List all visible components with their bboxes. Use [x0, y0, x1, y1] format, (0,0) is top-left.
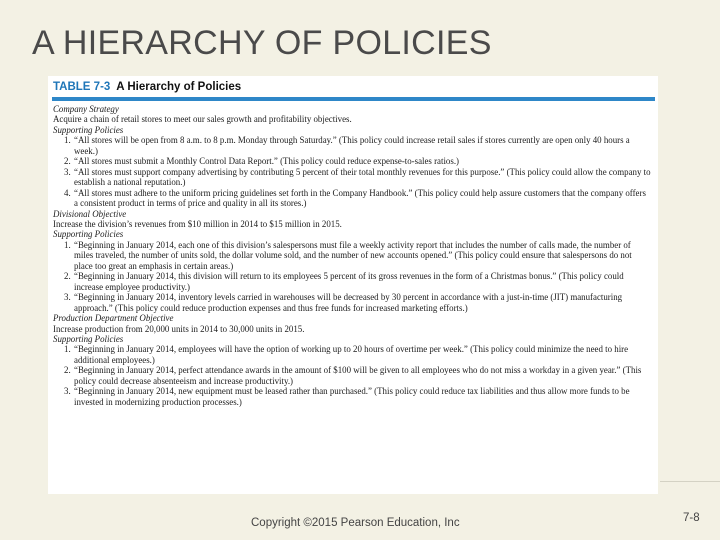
- production-objective-text: Increase production from 20,000 units in 2014 to 30,000 units in 2015.: [53, 323, 305, 334]
- table-header-rule: [52, 97, 655, 101]
- divisional-objective-label: Divisional Objective: [53, 208, 127, 219]
- policy-text: “Beginning in January 2014, employees will have the option of working up to 20 hours of overtime per week.” (This policy could minimize the need to hire additional employees.): [74, 344, 629, 365]
- policy-text: “Beginning in January 2014, this division will return to its employees 5 percent of its gross revenues in the form of a Christmas bonus.” (This policy could increase employee productivity.): [74, 271, 624, 292]
- policy-item: [53, 156, 652, 166]
- table-title: A Hierarchy of Policies: [116, 81, 242, 93]
- table-panel: [48, 76, 658, 494]
- policy-item: [53, 188, 652, 209]
- policy-number: 1.: [64, 344, 71, 355]
- policy-item: [53, 365, 652, 386]
- page-number: 7-8: [683, 512, 700, 524]
- supporting-policies-label: Supporting Policies: [53, 333, 124, 344]
- policy-item: [53, 167, 652, 188]
- policy-number: 1.: [64, 135, 71, 146]
- policy-item: [53, 292, 652, 313]
- table-number: TABLE 7-3: [53, 81, 111, 93]
- policy-number: 3.: [64, 386, 71, 397]
- policy-item: [53, 386, 652, 407]
- policy-number: 3.: [64, 292, 71, 303]
- table-heading: [53, 81, 241, 93]
- company-strategy-label: Company Strategy: [53, 104, 119, 114]
- policy-text: “All stores must support company advertising by contributing 5 percent of their total monthly revenues for this purpose.” (This policy could allow the company to establish a national reputation.): [74, 166, 651, 188]
- policy-text: “All stores must adhere to the uniform pricing guidelines set forth in the Company Handbook.” (This policy could help assure customers that the company offers a consistent product in terms of price and quality in all its stores.): [74, 187, 646, 209]
- policy-text: “Beginning in January 2014, new equipment must be leased rather than purchased.” (This policy could reduce tax liabilities and thus allow more funds to be invested in modernizing production processes.): [74, 386, 630, 407]
- policy-number: 2.: [64, 156, 71, 167]
- company-strategy-text: Acquire a chain of retail stores to meet our sales growth and profitability objectives.: [53, 114, 352, 125]
- copyright-text: Copyright ©2015 Pearson Education, Inc: [251, 517, 460, 529]
- policy-text: “All stores will be open from 8 a.m. to 8 p.m. Monday through Saturday.” (This policy could increase retail sales if stores currently are open only 40 hours a week.): [74, 135, 630, 156]
- policy-item: [53, 240, 652, 271]
- policy-item: [53, 271, 652, 292]
- policy-text: “Beginning in January 2014, each one of this division’s salespersons must file a weekly activity report that includes the number of calls made, the number of miles traveled, the number of units sold, the dollar volume sold, and the number of new accounts opened.” (This policy could ensure that salespersons do not place too great an emphasis in certain areas.): [74, 239, 632, 271]
- supporting-policies-label: Supporting Policies: [53, 124, 124, 135]
- supporting-policies-label: Supporting Policies: [53, 229, 124, 240]
- divisional-objective-text: Increase the division’s revenues from $10 million in 2014 to $15 million in 2015.: [53, 218, 342, 229]
- policy-text: “All stores must submit a Monthly Control Data Report.” (This policy could reduce expense-to-sales ratios.): [74, 156, 459, 167]
- policy-item: [53, 344, 652, 365]
- policy-number: 2.: [64, 271, 71, 282]
- policy-number: 2.: [64, 365, 71, 376]
- table-body: [53, 104, 652, 407]
- policy-number: 1.: [64, 239, 71, 250]
- policy-text: “Beginning in January 2014, perfect attendance awards in the amount of $100 will be given to all employees who do not miss a workday in a given year.” (This policy could decrease absenteeism and increase productivity.): [74, 365, 642, 386]
- slide-title: A HIERARCHY OF POLICIES: [32, 24, 492, 62]
- policy-item: [53, 135, 652, 156]
- policy-text: “Beginning in January 2014, inventory levels carried in warehouses will be decreased by 30 percent in accordance with a just-in-time (JIT) manufacturing approach.” (This policy could reduce production expenses and thus free funds for increased marketing efforts.): [74, 292, 623, 313]
- production-objective-label: Production Department Objective: [53, 313, 174, 324]
- footer-divider: [660, 481, 720, 482]
- policy-number: 3.: [64, 166, 71, 177]
- policy-number: 4.: [64, 187, 71, 198]
